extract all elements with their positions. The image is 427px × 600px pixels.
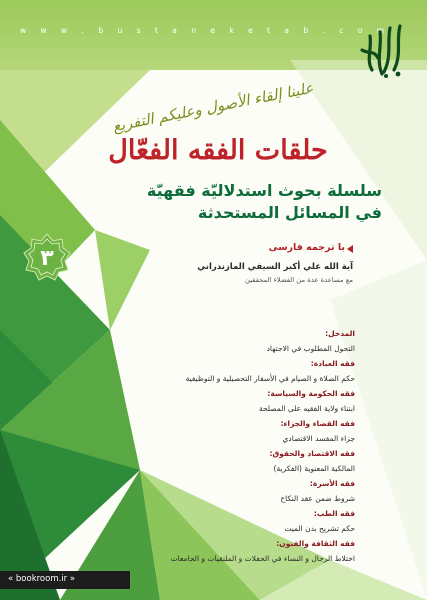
toc-item: اختلاط الرجال و النساء في الحفلات و الملتقيات و الجامعات [170, 554, 355, 563]
toc-heading: فقه العبادة: [310, 359, 355, 368]
toc-item: شروط ضمن عقد النكاح [280, 494, 355, 503]
subtitle-line-2: في المسائل المستحدثة [197, 203, 382, 222]
website-url: w w w . b u s t a n e k e t a b . c o m [20, 26, 391, 35]
subtitle-line-1: سلسلة بحوث استدلاليّة فقهيّة [146, 181, 382, 200]
toc-item: المالكية المعنوية (الفكرية) [273, 464, 355, 473]
author-name: آية الله علي أكبر السيفي المازندراني [197, 262, 353, 272]
motto: علينا إلقاء الأصول وعليكم التفريع [111, 78, 315, 136]
toc-item: حكم تشريح بدن الميت [284, 524, 355, 533]
watermark-text: « bookroom.ir » [8, 574, 76, 584]
toc-heading: فقه القضاء والجزاء: [280, 419, 355, 428]
toc-heading: فقه الحكومة والسياسة: [267, 389, 355, 398]
toc-heading: فقه الأسرة: [309, 479, 355, 488]
watermark-bar [0, 571, 130, 589]
assistance-note: مع مساعدة عدة من الفضلاء المحققين [245, 276, 353, 284]
toc-heading: المدخل: [325, 329, 355, 338]
publisher-logo [352, 20, 412, 82]
toc-item: التحول المطلوب في الاجتهاد [266, 344, 355, 353]
toc-heading: فقه الثقافة والفنون: [276, 539, 355, 548]
translation-note: با ترجمه فارسى [268, 242, 345, 253]
book-title: حلقات الفقه الفعّال [108, 135, 328, 166]
toc-heading: فقه الطب: [313, 509, 355, 518]
volume-badge [22, 232, 72, 282]
toc-item: حكم الصلاة و الصيام في الأسفار التحصيلية و التوظيفية [185, 374, 355, 383]
red-arrow-icon [347, 245, 353, 253]
toc-item: ابتناء ولاية الفقيه على المصلحة [258, 404, 355, 413]
volume-number: ٣ [40, 246, 54, 271]
table-of-contents [95, 326, 355, 566]
toc-heading: فقه الاقتصاد والحقوق: [269, 449, 355, 458]
toc-item: جزاء المفسد الاقتصادي [282, 434, 355, 443]
